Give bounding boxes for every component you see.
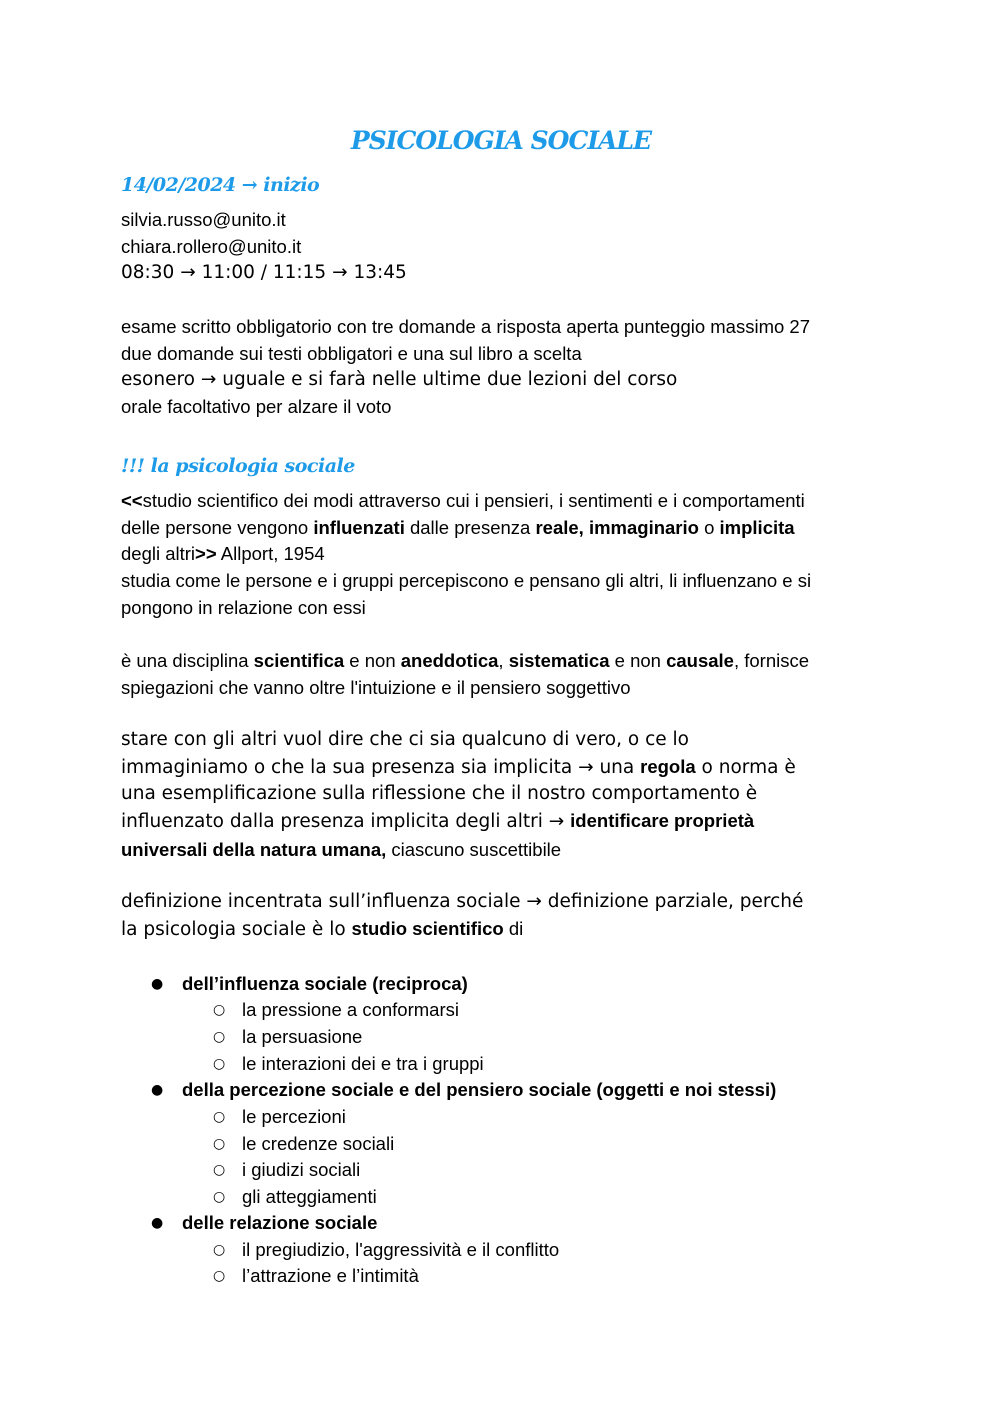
list-subitem: il pregiudizio, l'aggressività e il conflitto [242,1239,560,1260]
others-line: una esemplificazione sulla riflessione che il nostro comportamento è [121,783,758,804]
list-subitem: l’attrazione e l’intimità [242,1265,419,1286]
circle-bullet-icon: ○ [213,1056,226,1072]
list-subitem: le percezioni [242,1106,346,1127]
circle-bullet-icon: ○ [213,1029,226,1045]
circle-bullet-icon: ○ [213,1242,226,1258]
others-line: immaginiamo o che la sua presenza sia implicita → una regola o norma è [121,756,796,778]
page-title: PSICOLOGIA SOCIALE [350,126,652,155]
circle-bullet-icon: ○ [213,1189,226,1205]
definition-line: delle persone vengono influenzati dalle presenza reale, immaginario o implicita [121,517,795,538]
exam-line: due domande sui testi obbligatori e una sul libro a scelta [121,343,582,364]
circle-bullet-icon: ○ [213,1109,226,1125]
others-line: stare con gli altri vuol dire che ci sia qualcuno di vero, o ce lo [121,729,689,750]
contact-email: silvia.russo@unito.it [121,209,286,230]
exam-line: esonero → uguale e si farà nelle ultime due lezioni del corso [121,369,678,390]
list-item: dell’influenza sociale (reciproca) [182,973,468,994]
list-subitem: la persuasione [242,1026,363,1047]
list-item: della percezione sociale e del pensiero sociale (oggetti e noi stessi) [182,1079,777,1100]
circle-bullet-icon: ○ [213,1002,226,1018]
discipline-line: spiegazioni che vanno oltre l'intuizione e il pensiero soggettivo [121,677,631,698]
list-subitem: le interazioni dei e tra i gruppi [242,1053,484,1074]
others-line: universali della natura umana, ciascuno suscettibile [121,839,562,860]
definition-line: degli altri>> Allport, 1954 [121,543,325,564]
exam-line: esame scritto obbligatorio con tre domande a risposta aperta punteggio massimo 27 [121,316,810,337]
list-subitem: la pressione a conformarsi [242,999,459,1020]
bullet-icon: ● [151,1082,164,1098]
circle-bullet-icon: ○ [213,1268,226,1284]
circle-bullet-icon: ○ [213,1162,226,1178]
definition-line: pongono in relazione con essi [121,597,366,618]
list-subitem: gli atteggiamenti [242,1186,377,1207]
bullet-icon: ● [151,1215,164,1231]
definition-line: <<studio scientifico dei modi attraverso cui i pensieri, i sentimenti e i comportamenti [121,490,805,511]
date-heading: 14/02/2024 → inizio [121,174,320,196]
influence-line: la psicologia sociale è lo studio scientifico di [121,918,524,940]
definition-line: studia come le persone e i gruppi percepiscono e pensano gli altri, li influenzano e si [121,570,812,591]
influence-line: definizione incentrata sull’influenza sociale → definizione parziale, perché [121,891,804,912]
bullet-icon: ● [151,976,164,992]
list-subitem: i giudizi sociali [242,1159,361,1180]
exam-line: orale facoltativo per alzare il voto [121,396,392,417]
discipline-line: è una disciplina scientifica e non aneddotica, sistematica e non causale, fornisce [121,650,810,671]
contact-email: chiara.rollero@unito.it [121,236,302,257]
list-subitem: le credenze sociali [242,1133,395,1154]
others-line: influenzato dalla presenza implicita degli altri → identificare proprietà [121,810,755,832]
schedule-text: 08:30 → 11:00 / 11:15 → 13:45 [121,262,407,283]
section-heading: !!! la psicologia sociale [121,455,355,477]
circle-bullet-icon: ○ [213,1136,226,1152]
list-item: delle relazione sociale [182,1212,378,1233]
